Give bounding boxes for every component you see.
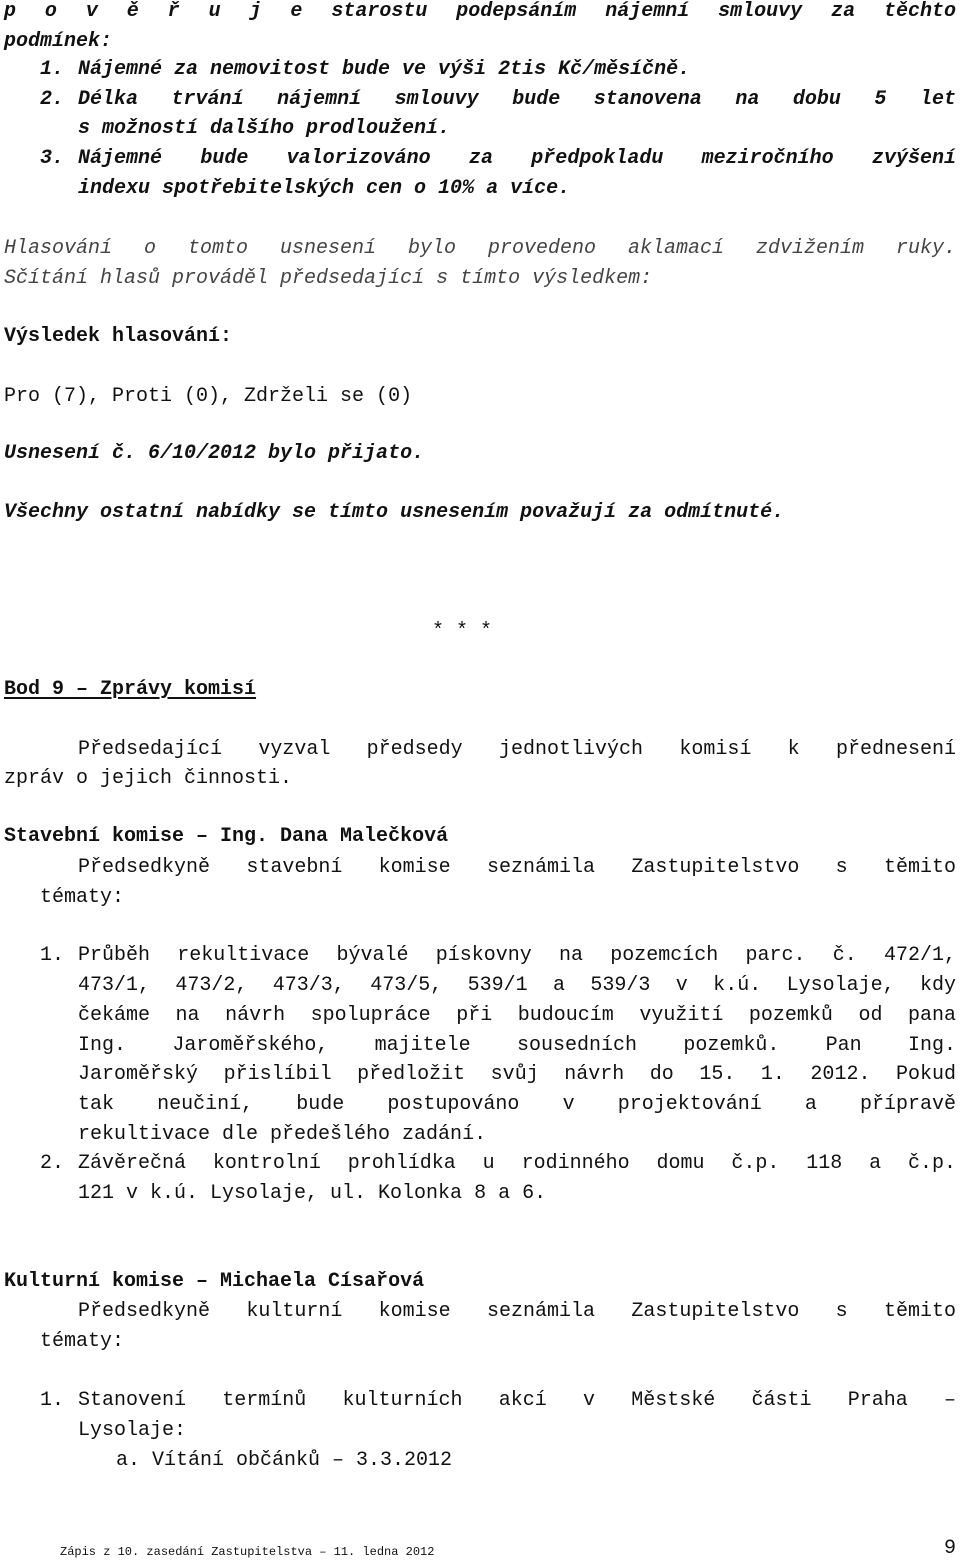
committee-heading: Kulturní komise – Michaela Císařová xyxy=(4,1270,425,1293)
committee-intro: tématy: xyxy=(40,1330,125,1353)
vote-result: Pro (7), Proti (0), Zdrželi se (0) xyxy=(4,385,413,408)
list-item-text: Stanovení termínů kulturních akcí v Městské části Praha – xyxy=(78,1389,956,1412)
list-item-text: tak neučiní, bude postupováno v projektování a přípravě xyxy=(78,1093,956,1116)
vote-description: Hlasování o tomto usnesení bylo provedeno aklamací zdvižením ruky. xyxy=(4,237,956,260)
condition-text: indexu spotřebitelských cen o 10% a více. xyxy=(78,177,571,200)
condition-text: s možností dalšího prodloužení. xyxy=(78,117,451,140)
condition-text: Nájemné za nemovitost bude ve výši 2tis Kč/měsíčně. xyxy=(78,58,691,81)
resolution-accepted: Usnesení č. 6/10/2012 bylo přijato. xyxy=(4,442,425,465)
condition-text: Délka trvání nájemní smlouvy bude stanovena na dobu 5 let xyxy=(78,88,956,111)
committee-intro: tématy: xyxy=(40,886,125,909)
list-item-text: 121 v k.ú. Lysolaje, ul. Kolonka 8 a 6. xyxy=(78,1182,547,1205)
committee-intro: Předsedkyně stavební komise seznámila Zastupitelstvo s těmito xyxy=(78,856,956,879)
list-item-text: Závěrečná kontrolní prohlídka u rodinného domu č.p. 118 a č.p. xyxy=(78,1152,956,1175)
list-item-text: Průběh rekultivace bývalé pískovny na pozemcích parc. č. 472/1, xyxy=(78,944,956,967)
sub-list-item: a. Vítání občánků – 3.3.2012 xyxy=(116,1449,453,1472)
condition-text: Nájemné bude valorizováno za předpokladu meziročního zvýšení xyxy=(78,147,956,170)
vote-result-heading: Výsledek hlasování: xyxy=(4,325,233,348)
committee-heading: Stavební komise – Ing. Dana Malečková xyxy=(4,825,449,848)
section-heading: Bod 9 – Zprávy komisí xyxy=(4,678,257,701)
list-item-text: Ing. Jaroměřského, majitele sousedních pozemků. Pan Ing. xyxy=(78,1034,956,1057)
condition-number: 3. xyxy=(40,147,65,170)
resolution-text-line: p o v ě ř u j e starostu podepsáním nájemní smlouvy za těchto xyxy=(4,0,956,23)
section-separator: * * * xyxy=(432,620,493,643)
section-intro: zpráv o jejich činnosti. xyxy=(4,767,293,790)
others-rejected: Všechny ostatní nabídky se tímto usnesením považují za odmítnuté. xyxy=(4,501,785,524)
section-intro: Předsedající vyzval předsedy jednotlivých komisí k přednesení xyxy=(78,738,956,761)
condition-number: 1. xyxy=(40,58,65,81)
condition-number: 2. xyxy=(40,88,65,111)
list-item-text: Lysolaje: xyxy=(78,1419,187,1442)
vote-description: Sčítání hlasů prováděl předsedající s tímto výsledkem: xyxy=(4,267,653,290)
list-item-number: 2. xyxy=(40,1152,65,1175)
list-item-text: rekultivace dle předešlého zadání. xyxy=(78,1123,487,1146)
resolution-text-line: podmínek: xyxy=(4,30,113,53)
list-item-number: 1. xyxy=(40,1389,65,1412)
list-item-text: čekáme na návrh spolupráce při budoucím využití pozemků od pana xyxy=(78,1004,956,1027)
list-item-text: Jaroměřský přislíbil předložit svůj návrh do 15. 1. 2012. Pokud xyxy=(78,1063,956,1086)
committee-intro: Předsedkyně kulturní komise seznámila Zastupitelstvo s těmito xyxy=(78,1300,956,1323)
list-item-text: 473/1, 473/2, 473/3, 473/5, 539/1 a 539/3 v k.ú. Lysolaje, kdy xyxy=(78,974,956,997)
page-number: 9 xyxy=(943,1537,956,1560)
list-item-number: 1. xyxy=(40,944,65,967)
page-footer: Zápis z 10. zasedání Zastupitelstva – 11. ledna 2012 xyxy=(60,1545,435,1559)
